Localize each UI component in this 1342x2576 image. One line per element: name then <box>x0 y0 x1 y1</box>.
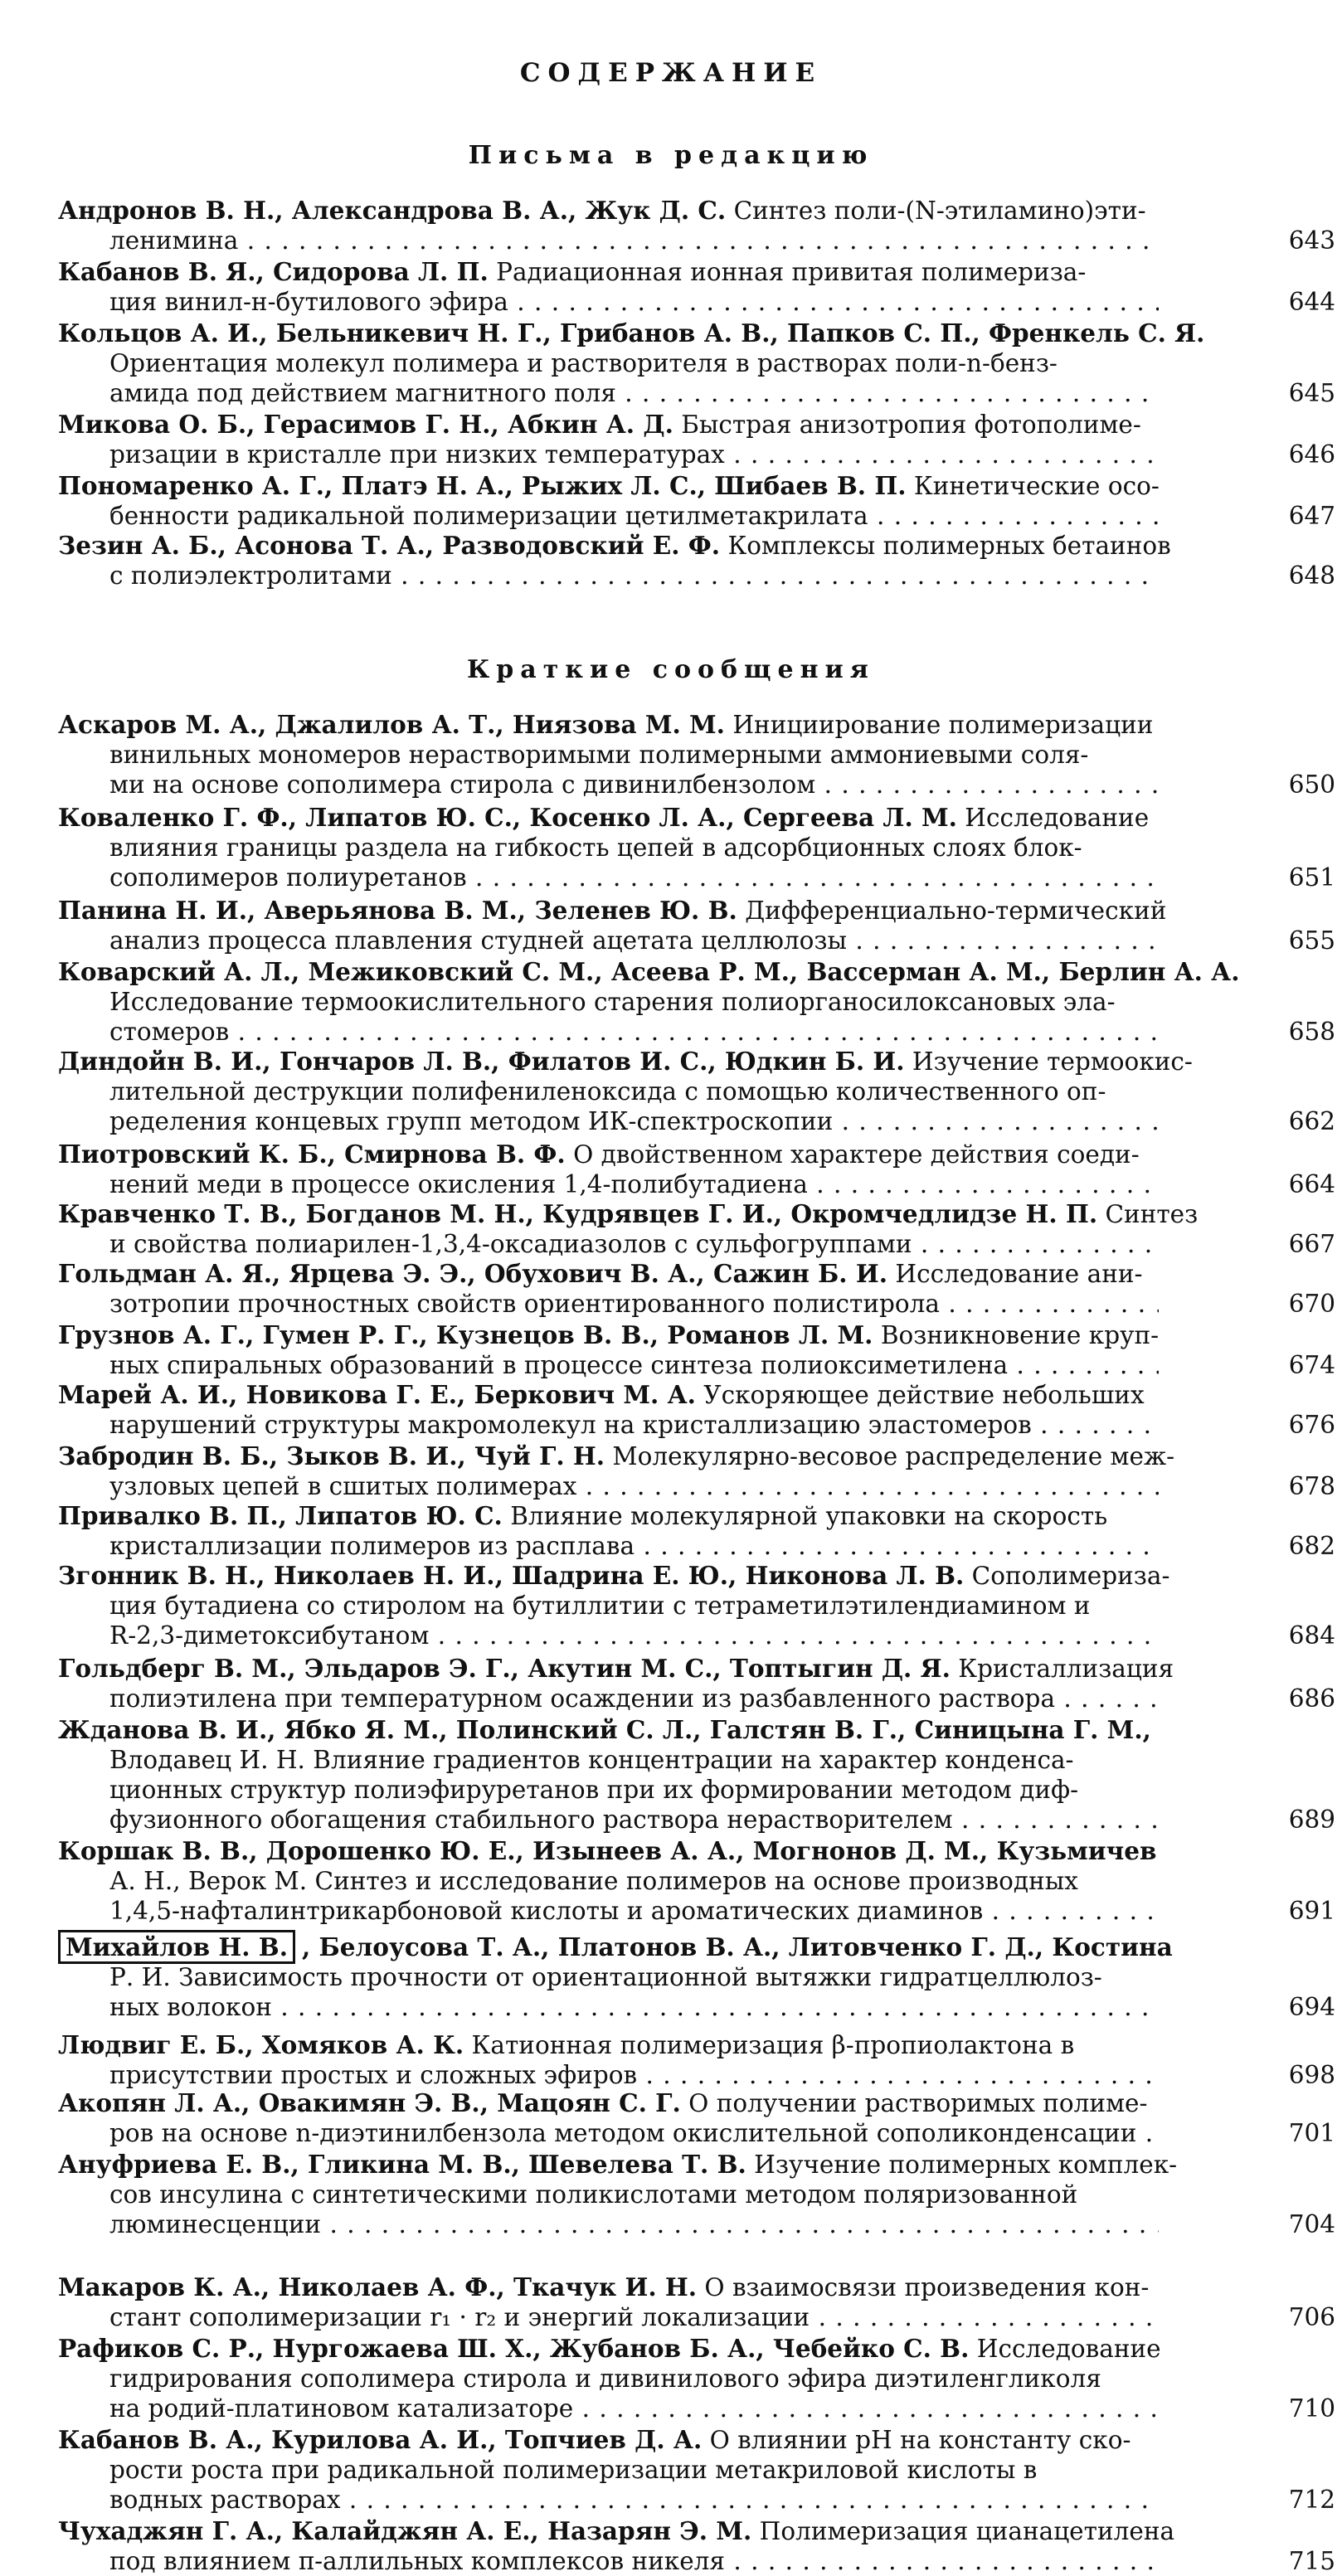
entry-title-text: ных спиральных образований в процессе синтеза полиоксиметилена <box>109 1351 1009 1379</box>
page-number: 655 <box>1288 926 1335 955</box>
entry-title-text: Радиационная ионная привитая полимериза- <box>488 258 1087 286</box>
entry-title-text: Комплексы полимерных бетаинов <box>720 532 1171 560</box>
entry-authors: Гольдберг В. М., Эльдаров Э. Г., Акутин М. С., Топтыгин Д. Я. <box>58 1654 951 1683</box>
page-number: 667 <box>1288 1230 1335 1258</box>
entry-title-text: О влиянии pH на константу ско- <box>702 2426 1131 2454</box>
entry-authors: Коварский А. Л., Межиковский С. М., Асеева Р. М., Вассерман А. М., Берлин А. А. <box>58 957 1240 986</box>
entry-line <box>109 1017 1159 1047</box>
entry-authors: Андронов В. Н., Александрова В. А., Жук Д. С. <box>58 196 727 225</box>
page-number: 647 <box>1288 502 1335 530</box>
entry-authors: , Белоусова Т. А., Платонов В. А., Литовченко Г. Д., Костина <box>301 1932 1173 1961</box>
entry-title-text: ров на основе n-диэтинилбензола методом окислительной сополиконденсации <box>109 2119 1137 2147</box>
entry-authors: Жданова В. И., Ябко Я. М., Полинский С. Л., Галстян В. Г., Синицына Г. М., <box>58 1715 1151 1744</box>
entry-authors: Кабанов В. Я., Сидорова Л. П. <box>58 257 489 286</box>
entry-line <box>109 770 1159 800</box>
entry-line <box>109 561 1159 591</box>
entry-first-line <box>58 2425 1130 2455</box>
entry-title-text: Сополимериза- <box>964 1562 1170 1590</box>
page-number: 684 <box>1288 1621 1335 1650</box>
entry-line <box>109 2302 1159 2332</box>
entry-line <box>109 2455 1037 2485</box>
entry-title-text: узловых цепей в сшитых полимерах <box>109 1472 577 1500</box>
entry-title-text: О получении растворимых полиме- <box>680 2089 1148 2117</box>
entry-line <box>109 378 1159 408</box>
entry-line <box>109 1684 1159 1713</box>
entry-first-line <box>58 896 1166 926</box>
entry-title-text: Дифференциально-термический <box>737 897 1167 925</box>
entry-authors: Макаров К. А., Николаев А. Ф., Ткачук И. Н. <box>58 2272 697 2301</box>
entry-line <box>109 440 1159 469</box>
entry-first-line <box>58 531 1171 561</box>
entry-title-text: рости роста при радикальной полимеризации метакриловой кислоты в <box>109 2456 1038 2484</box>
entry-authors: Панина Н. И., Аверьянова В. М., Зеленев Ю. В. <box>58 896 737 925</box>
entry-authors: Аскаров М. А., Джалилов А. Т., Ниязова М. М. <box>58 710 725 739</box>
entry-first-line <box>58 1501 1107 1531</box>
entry-title-text: фузионного обогащения стабильного раствора нерастворителем <box>109 1806 953 1834</box>
page-number: 694 <box>1288 1993 1335 2021</box>
entry-first-line <box>58 1654 1174 1684</box>
entry-line <box>109 1621 1159 1650</box>
entry-first-line <box>58 2088 1147 2118</box>
page-number: 658 <box>1288 1018 1335 1046</box>
entry-title-text: люминесценции <box>109 2210 322 2238</box>
page-number: 648 <box>1288 561 1335 590</box>
author-boxed: Михайлов Н. В. <box>58 1930 295 1964</box>
entry-authors: Марей А. И., Новикова Г. Е., Беркович М. А. <box>58 1380 696 1409</box>
entry-authors: Кравченко Т. В., Богданов М. Н., Кудрявцев Г. И., Окромчедлидзе Н. П. <box>58 1199 1098 1228</box>
entry-first-line <box>58 196 1146 226</box>
entry-title-text: зотропии прочностных свойств ориентированного полистирола <box>109 1290 941 1318</box>
entry-title-text: нений меди в процессе окисления 1,4-полибутадиена <box>109 1170 808 1198</box>
entry-title-text: на родий-платиновом катализаторе <box>109 2394 574 2423</box>
entry-authors: Коршак В. В., Дорошенко Ю. Е., Изынеев А. А., Могнонов Д. М., Кузьмичев <box>58 1836 1157 1865</box>
entry-title-text: Р. И. Зависимость прочности от ориентационной вытяжки гидратцеллюлоз- <box>109 1963 1102 1991</box>
entry-authors: Забродин В. Б., Зыков В. И., Чуй Г. Н. <box>58 1441 605 1470</box>
entry-authors: Диндойн В. И., Гончаров Л. В., Филатов И. С., Юдкин Б. И. <box>58 1047 905 1076</box>
page-number: 674 <box>1288 1351 1335 1379</box>
entry-title-text: с полиэлектролитами <box>109 561 392 590</box>
entry-title-text: Инициирование полимеризации <box>724 711 1154 739</box>
entry-title-text: 1,4,5-нафталинтрикарбоновой кислоты и ароматических диаминов <box>109 1897 984 1925</box>
entry-title-text: Полимеризация цианацетилена <box>751 2517 1175 2545</box>
entry-line <box>109 348 1058 378</box>
entry-line <box>109 2546 1159 2576</box>
entry-line <box>109 1289 1159 1319</box>
entry-title-text: Исследование ани- <box>887 1260 1143 1288</box>
entry-title-text: Синтез <box>1097 1200 1199 1228</box>
entry-title-text: ция винил-н-бутилового эфира <box>109 288 508 316</box>
page-title: СОДЕРЖАНИЕ <box>519 58 823 88</box>
page-number: 701 <box>1288 2119 1335 2147</box>
entry-title-text: анализ процесса плавления студней ацетата целлюлозы <box>109 926 847 955</box>
page-number: 664 <box>1288 1170 1335 1198</box>
entry-title-text: Кинетические осо- <box>906 472 1160 500</box>
entry-first-line <box>58 1441 1174 1471</box>
entry-title-text: Изучение термоокис- <box>904 1047 1193 1076</box>
entry-title-text: стант сополимеризации r₁ · r₂ и энергий локализации <box>109 2303 810 2331</box>
page-number: 715 <box>1288 2547 1335 2575</box>
entry-line <box>109 1896 1159 1926</box>
entry-line <box>109 1805 1159 1835</box>
entry-first-line <box>58 1836 1157 1866</box>
entry-title-text: Молекулярно-весовое распределение меж- <box>605 1442 1175 1470</box>
entry-first-line <box>58 2150 1177 2180</box>
entry-authors: Привалко В. П., Липатов Ю. С. <box>58 1501 503 1530</box>
entry-title-text: под влиянием π-аллильных комплексов никеля <box>109 2547 726 2575</box>
entry-title-text: Влодавец И. Н. Влияние градиентов концентрации на характер конденса- <box>109 1746 1074 1774</box>
page-number: 689 <box>1288 1806 1335 1834</box>
entry-line <box>109 1077 1106 1106</box>
entry-first-line <box>58 1140 1140 1169</box>
entry-title-text: ми на основе сополимера стирола с дивинилбензолом <box>109 770 816 799</box>
entry-line <box>109 833 1082 863</box>
page-number: 691 <box>1288 1897 1335 1925</box>
entry-title-text: стомеров <box>109 1018 230 1046</box>
entry-first-line <box>58 1199 1198 1229</box>
entry-line <box>109 2118 1159 2148</box>
entry-line <box>109 740 1088 770</box>
entry-title-text: Ускоряющее действие небольших <box>695 1381 1145 1409</box>
entry-title-text: А. Н., Верок М. Синтез и исследование полимеров на основе производных <box>109 1867 1078 1895</box>
entry-authors: Кабанов В. А., Курилова А. И., Топчиев Д. А. <box>58 2425 703 2454</box>
entry-authors: Грузнов А. Г., Гумен Р. Г., Кузнецов В. В., Романов Л. М. <box>58 1320 873 1349</box>
entry-line <box>109 1591 1090 1621</box>
entry-first-line <box>58 2334 1161 2364</box>
entry-first-line <box>58 957 1239 987</box>
entry-line <box>109 226 1159 255</box>
entry-title-text: лительной деструкции полифениленоксида с помощью количественного оп- <box>109 1077 1106 1106</box>
entry-line <box>109 1866 1078 1896</box>
entry-authors: Зезин А. Б., Асонова Т. А., Разводовский Е. Ф. <box>58 531 721 560</box>
entry-title-text: сополимеров полиуретанов <box>109 863 467 892</box>
entry-title-text: Быстрая анизотропия фотополиме- <box>673 411 1141 439</box>
entry-authors: Ануфриева Е. В., Гликина М. В., Шевелева Т. В. <box>58 2150 746 2179</box>
entry-title-text: влияния границы раздела на гибкость цепей в адсорбционных слоях блок- <box>109 834 1082 862</box>
entry-first-line <box>58 410 1141 440</box>
page-number: 682 <box>1288 1532 1335 1560</box>
page-number: 704 <box>1288 2210 1335 2238</box>
entry-title-text: ция бутадиена со стиролом на бутиллитии с тетраметилэтилендиамином и <box>109 1592 1091 1620</box>
entry-title-text: Ориентация молекул полимера и растворителя в растворах поли-n-бенз- <box>109 349 1058 377</box>
entry-authors: Гольдман А. Я., Ярцева Э. Э., Обухович В. А., Сажин Б. И. <box>58 1259 887 1288</box>
page-number: 650 <box>1288 770 1335 799</box>
entry-title-text: присутствии простых и сложных эфиров <box>109 2061 638 2089</box>
entry-authors: Коваленко Г. Ф., Липатов Ю. С., Косенко Л. А., Сергеева Л. М. <box>58 803 957 832</box>
entry-title-text: ных волокон <box>109 1993 272 2021</box>
entry-title-text: ризации в кристалле при низких температурах <box>109 440 725 469</box>
entry-title-text: бенности радикальной полимеризации цетилметакрилата <box>109 502 868 530</box>
page-number: 710 <box>1288 2394 1335 2423</box>
entry-title-text: нарушений структуры макромолекул на кристаллизацию эластомеров <box>109 1411 1032 1439</box>
entry-line <box>109 926 1159 955</box>
entry-first-line <box>58 257 1086 287</box>
entry-authors: Акопян Л. А., Овакимян Э. В., Мацоян С. Г. <box>58 2088 681 2117</box>
entry-line <box>109 2060 1159 2090</box>
section-heading: Письма в редакцию <box>468 141 874 170</box>
entry-first-line <box>58 1561 1169 1591</box>
entry-title-text: Кристаллизация <box>950 1655 1174 1683</box>
entry-first-line <box>58 318 1204 348</box>
entry-first-line <box>58 710 1153 740</box>
entry-line <box>109 2485 1159 2515</box>
entry-authors: Людвиг Е. Б., Хомяков А. К. <box>58 2030 464 2059</box>
entry-title-text: Исследование <box>969 2335 1161 2363</box>
page-number: 646 <box>1288 440 1335 469</box>
entry-line <box>109 2209 1159 2239</box>
entry-line <box>109 987 1116 1017</box>
entry-title-text: Возникновение круп- <box>873 1321 1160 1349</box>
entry-title-text: ределения концевых групп методом ИК-спектроскопии <box>109 1107 834 1135</box>
entry-line <box>109 287 1159 317</box>
entry-first-line <box>58 1320 1159 1350</box>
entry-title-text: и свойства полиарилен-1,3,4-оксадиазолов с сульфогруппами <box>109 1230 912 1258</box>
section-heading: Краткие сообщения <box>467 655 875 684</box>
entry-title-text: сов инсулина с синтетическими поликислотами методом поляризованной <box>109 2180 1078 2209</box>
entry-title-text: полиэтилена при температурном осаждении из разбавленного раствора <box>109 1684 1056 1713</box>
page-number: 645 <box>1288 379 1335 407</box>
page-number: 706 <box>1288 2303 1335 2331</box>
entry-line <box>109 1350 1159 1380</box>
entry-title-text: О взаимосвязи произведения кон- <box>697 2273 1150 2301</box>
entry-authors: Чухаджян Г. А., Калайджян А. Е., Назарян Э. М. <box>58 2516 752 2545</box>
entry-first-line <box>58 1380 1145 1410</box>
page-number: 644 <box>1288 288 1335 316</box>
entry-line <box>109 501 1159 531</box>
entry-line <box>109 1745 1074 1775</box>
page-number: 651 <box>1288 863 1335 892</box>
entry-title-text: ленимина <box>109 226 239 255</box>
entry-title-text: R-2,3-диметоксибутаном <box>109 1621 430 1650</box>
page-number: 670 <box>1288 1290 1335 1318</box>
entry-line <box>109 2394 1159 2423</box>
entry-line <box>109 1410 1159 1440</box>
entry-first-line <box>58 471 1160 501</box>
entry-line <box>109 863 1159 892</box>
entry-first-line <box>58 2030 1074 2060</box>
entry-first-line <box>58 1259 1143 1289</box>
entry-line <box>109 1531 1159 1561</box>
entry-line <box>109 1962 1102 1992</box>
entry-first-line <box>58 803 1149 833</box>
entry-line <box>109 1229 1159 1259</box>
page-number: 662 <box>1288 1107 1335 1135</box>
entry-line <box>109 1169 1159 1199</box>
entry-line <box>109 1471 1159 1501</box>
entry-title-text: амида под действием магнитного поля <box>109 379 616 407</box>
entry-authors: Микова О. Б., Герасимов Г. Н., Абкин А. Д. <box>58 410 673 439</box>
entry-line <box>109 1106 1159 1136</box>
entry-authors: Пиотровский К. Б., Смирнова В. Ф. <box>58 1140 566 1169</box>
page-number: 712 <box>1288 2486 1335 2514</box>
entry-title-text: Катионная полимеризация β-пропиолактона в <box>464 2031 1075 2059</box>
entry-first-line <box>58 2516 1174 2546</box>
page-number: 678 <box>1288 1472 1335 1500</box>
entry-first-line <box>58 1047 1193 1077</box>
page-number: 676 <box>1288 1411 1335 1439</box>
entry-authors: Згонник В. Н., Николаев Н. И., Шадрина Е. Ю., Никонова Л. В. <box>58 1561 965 1590</box>
entry-first-line <box>58 1932 1173 1962</box>
entry-title-text: Исследование термоокислительного старения полиорганосилоксановых эла- <box>109 988 1116 1016</box>
entry-title-text: ционных структур полиэфируретанов при их формировании методом диф- <box>109 1776 1079 1804</box>
entry-line <box>109 1992 1159 2022</box>
entry-authors: Пономаренко А. Г., Платэ Н. А., Рыжих Л. С., Шибаев В. П. <box>58 471 907 500</box>
entry-title-text: Синтез поли-(N-этиламино)эти- <box>726 197 1146 225</box>
entry-title-text: водных растворах <box>109 2486 341 2514</box>
entry-line <box>109 1775 1078 1805</box>
entry-authors: Рафиков С. Р., Нургожаева Ш. Х., Жубанов Б. А., Чебейко С. В. <box>58 2334 970 2363</box>
entry-line <box>109 2364 1101 2394</box>
entry-title-text: гидрирования сополимера стирола и дивинилового эфира диэтиленгликоля <box>109 2365 1101 2393</box>
entry-title-text: Изучение полимерных комплек- <box>746 2151 1178 2179</box>
entry-first-line <box>58 2272 1149 2302</box>
entry-title-text: Исследование <box>956 804 1150 832</box>
entry-title-text: винильных мономеров нерастворимыми полимерными аммониевыми соля- <box>109 741 1089 769</box>
page-number: 686 <box>1288 1684 1335 1713</box>
page-number: 698 <box>1288 2061 1335 2089</box>
entry-authors: Кольцов А. И., Бельникевич Н. Г., Грибанов А. В., Папков С. П., Френкель С. Я. <box>58 318 1205 348</box>
page-number: 643 <box>1288 226 1335 255</box>
entry-first-line <box>58 1715 1151 1745</box>
entry-title-text: О двойственном характере действия соеди- <box>565 1140 1140 1169</box>
entry-title-text: Влияние молекулярной упаковки на скорость <box>502 1502 1108 1530</box>
entry-line <box>109 2180 1077 2209</box>
entry-title-text: кристаллизации полимеров из расплава <box>109 1532 635 1560</box>
